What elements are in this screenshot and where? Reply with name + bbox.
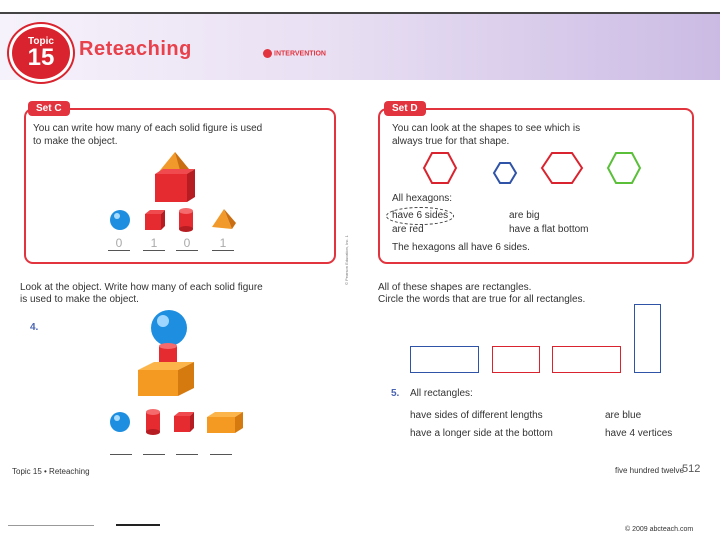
answer-cube: 1	[143, 236, 165, 251]
sphere-icon-p4	[108, 410, 132, 434]
problem4-instruction-1: Look at the object. Write how many of each solid figure	[20, 282, 263, 293]
page-number: 512	[682, 463, 701, 475]
problem4-number: 4.	[30, 322, 39, 333]
rect-option-2: are blue	[605, 410, 642, 421]
header-rule	[0, 12, 720, 14]
intervention-icon	[263, 49, 272, 58]
badge-topic-number: 15	[27, 44, 55, 71]
credit: © 2009 abcteach.com	[625, 526, 694, 533]
problem5-heading: All rectangles:	[410, 388, 473, 399]
set-c-tab: Set C	[28, 101, 70, 116]
topic-badge	[9, 24, 73, 82]
prism-icon-p4	[205, 409, 245, 435]
bottom-rule-2	[116, 524, 160, 526]
vertical-copyright: © Pearson Education, Inc. 1	[344, 235, 349, 285]
cube-icon	[143, 208, 167, 232]
cube-icon-p4	[172, 410, 198, 434]
rect-option-4: have 4 vertices	[605, 428, 673, 439]
answer-pyramid: 1	[212, 236, 234, 251]
hex-option-1: have 6 sides	[392, 210, 449, 221]
page-title: Reteaching	[79, 38, 192, 60]
all-hexagons-label: All hexagons:	[392, 193, 453, 204]
bottom-rule-1	[8, 525, 94, 526]
badge-topic-label: Topic	[28, 36, 54, 47]
cylinder-icon-p4	[143, 408, 163, 436]
footer-left: Topic 15 • Reteaching	[12, 467, 90, 476]
hexagon-blue-small	[494, 163, 516, 183]
rectangle-red-small	[492, 346, 540, 373]
set-c-intro-2: to make the object.	[33, 136, 118, 147]
problem5-instruction-2: Circle the words that are true for all rectangles.	[378, 294, 586, 305]
pyramid-icon	[210, 207, 238, 231]
problem5-number: 5.	[391, 388, 400, 399]
rect-option-3: have a longer side at the bottom	[410, 428, 553, 439]
hex-option-4: have a flat bottom	[509, 224, 589, 235]
intervention-text: INTERVENTION	[274, 50, 326, 58]
p4-answer-line-4	[210, 454, 232, 455]
set-d-tab: Set D	[384, 101, 426, 116]
p4-answer-line-1	[110, 454, 132, 455]
set-d-intro-1: You can look at the shapes to see which is	[392, 123, 581, 134]
hex-option-2: are big	[509, 210, 540, 221]
hexagon-row	[420, 148, 650, 190]
hexagon-red-large	[424, 153, 456, 183]
answer-sphere: 0	[108, 236, 130, 251]
set-c-object-figure	[145, 150, 205, 206]
rect-option-1: have sides of different lengths	[410, 410, 543, 421]
p4-answer-line-3	[176, 454, 198, 455]
hex-conclusion: The hexagons all have 6 sides.	[392, 242, 530, 253]
set-c-intro-1: You can write how many of each solid figure is used	[33, 123, 263, 134]
rectangle-red-long	[552, 346, 621, 373]
rectangle-blue-tall	[634, 304, 661, 373]
set-d-intro-2: always true for that shape.	[392, 136, 510, 147]
problem5-instruction-1: All of these shapes are rectangles.	[378, 282, 532, 293]
p4-answer-line-2	[143, 454, 165, 455]
hex-option-3: are red	[392, 224, 424, 235]
footer-right: five hundred twelve	[615, 466, 684, 475]
intervention-label	[263, 49, 326, 58]
cylinder-icon	[176, 207, 196, 233]
problem4-object-figure	[132, 308, 204, 400]
hexagon-red-wide	[542, 153, 582, 183]
rectangle-blue-wide	[410, 346, 479, 373]
problem4-instruction-2: is used to make the object.	[20, 294, 139, 305]
hexagon-green	[608, 153, 640, 183]
answer-cylinder: 0	[176, 236, 198, 251]
sphere-icon	[108, 208, 132, 232]
